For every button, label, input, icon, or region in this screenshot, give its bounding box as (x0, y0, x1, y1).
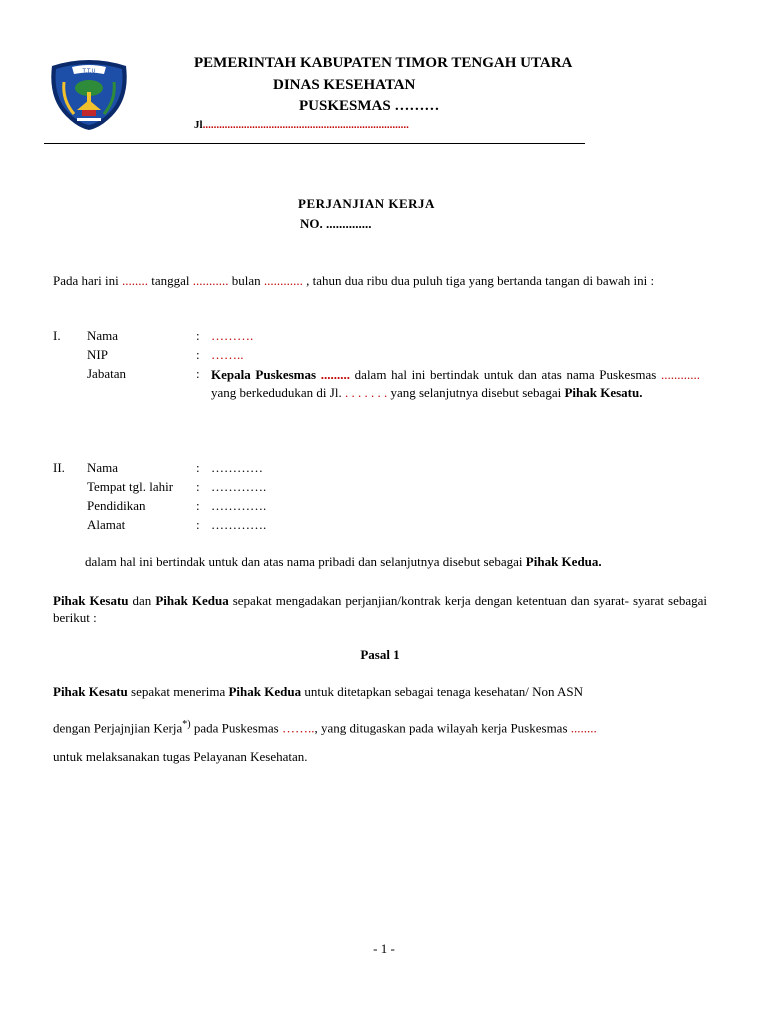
intro-paragraph: Pada hari ini ........ tanggal ........... bulan ............ , tahun dua ribu dua puluh tiga yang bertanda tangan di bawah ini : (53, 273, 655, 288)
party2-statement: dalam hal ini bertindak untuk dan atas nama pribadi dan selanjutnya disebut sebagai Pihak Kedua. (85, 554, 602, 569)
agreement-paragraph: Pihak Kesatu dan Pihak Kedua sepakat mengadakan perjanjian/kontrak kerja dengan ketentuan dan syarat- syarat sebagai berikut : (53, 593, 707, 625)
document-number: NO. .............. (300, 216, 372, 231)
page-number: - 1 - (373, 941, 395, 956)
header-government: PEMERINTAH KABUPATEN TIMOR TENGAH UTARA (194, 55, 573, 71)
pasal-1-line-2: dengan Perjajnjian Kerja*) pada Puskesmas …….., yang ditugaskan pada wilayah kerja Puskesmas ........ (53, 719, 597, 736)
document-title: PERJANJIAN KERJA (298, 196, 435, 211)
pasal-1-line-3: untuk melaksanakan tugas Pelayanan Kesehatan. (53, 749, 308, 764)
party1-jabatan-text: Kepala Puskesmas ......... dalam hal ini bertindak untuk dan atas nama Puskesmas ............ yang berkedudukan di Jl. . . . . . . . yang selanjutnya disebut sebagai Pihak Kesatu. (211, 367, 700, 400)
banner-text: T.T.U (82, 68, 96, 75)
pasal-1-line-1: Pihak Kesatu sepakat menerima Pihak Kedua untuk ditetapkan sebagai tenaga kesehatan/ Non ASN (53, 684, 584, 699)
header-department: DINAS KESEHATAN (273, 77, 416, 93)
header-address: Jl........................................................................... (194, 119, 409, 131)
regency-emblem-logo (44, 52, 134, 132)
header-puskesmas: PUSKESMAS ……… (299, 98, 440, 114)
pasal-1-heading: Pasal 1 (360, 647, 400, 662)
header-divider (44, 143, 585, 144)
